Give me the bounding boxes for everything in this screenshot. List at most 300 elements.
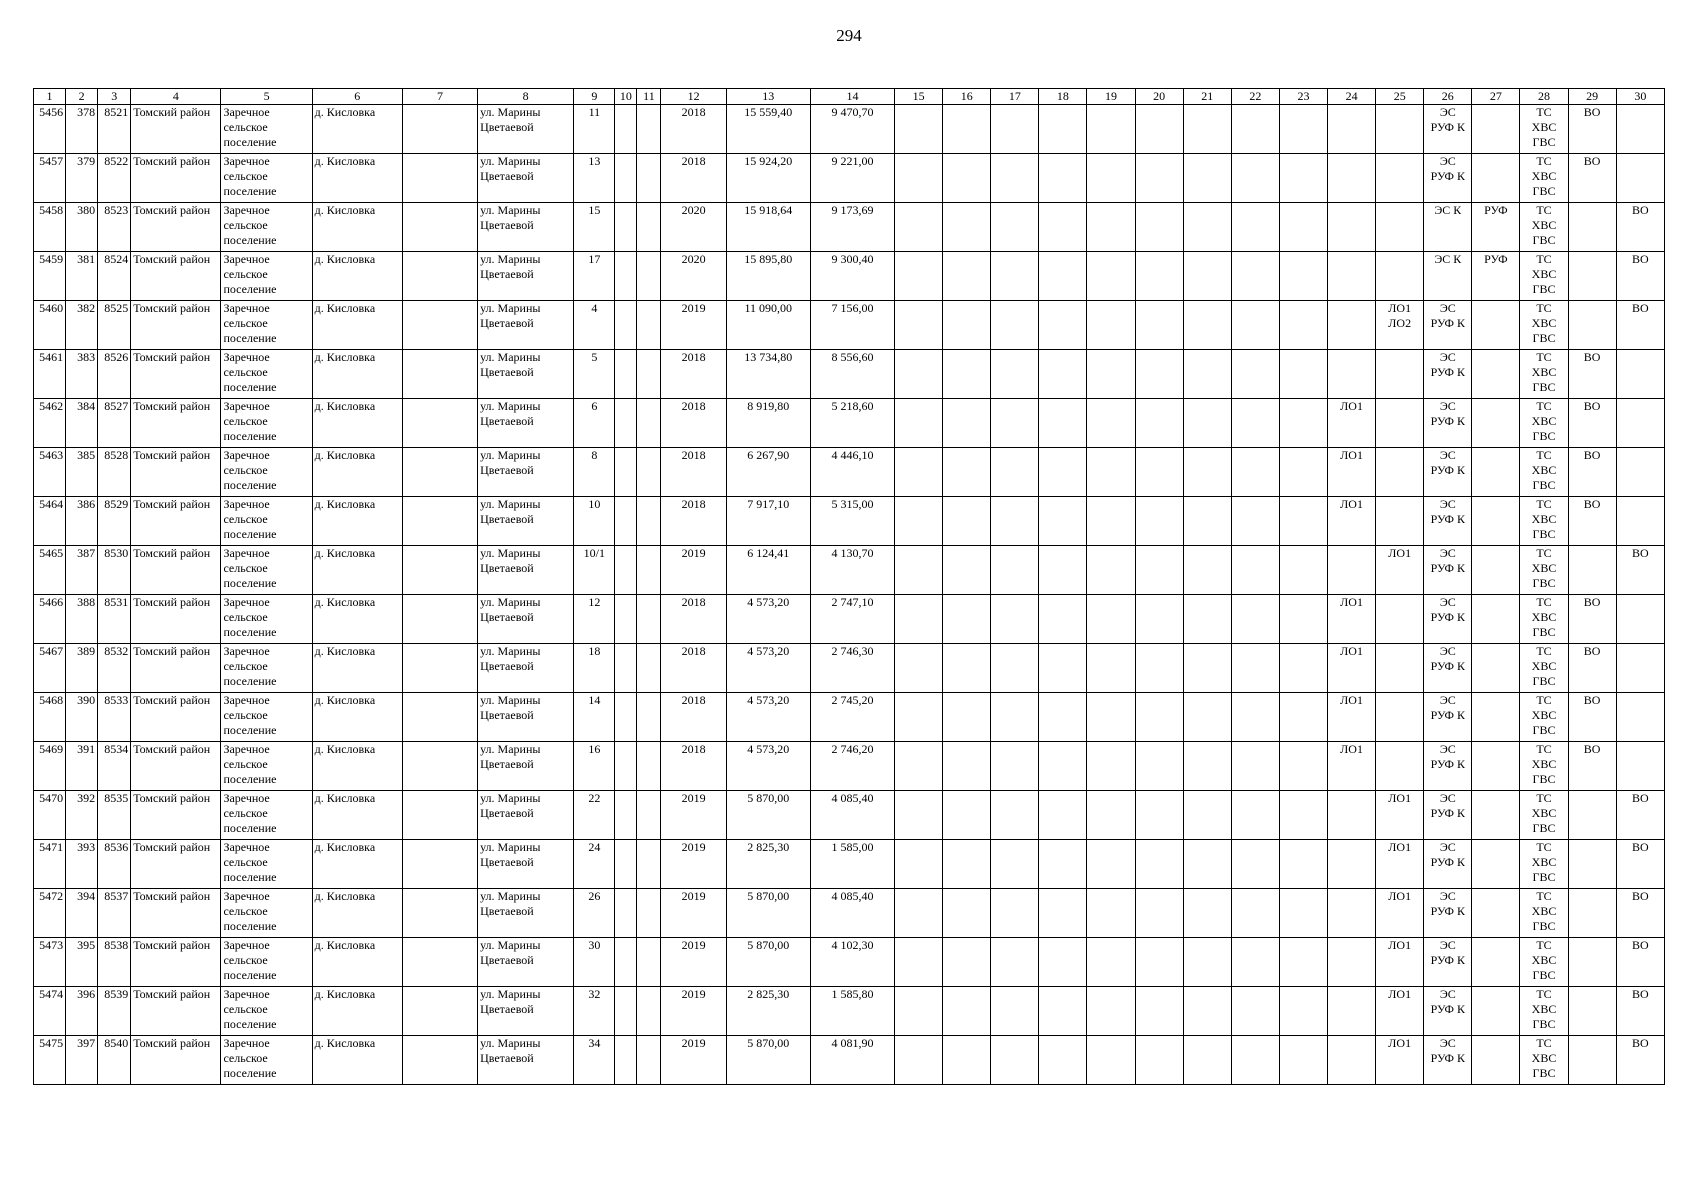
cell-col-11 [637,546,661,595]
cell-col-22 [1231,1036,1279,1085]
cell-col-15 [895,252,943,301]
cell-col-18 [1039,105,1087,154]
cell-col-19 [1087,791,1135,840]
cell-col-7 [402,595,477,644]
cell-col-5: Заречное сельское поселение [221,889,312,938]
cell-col-23 [1279,105,1327,154]
cell-col-3: 8524 [98,252,131,301]
cell-col-27 [1472,105,1520,154]
cell-col-21 [1183,546,1231,595]
cell-col-26: ЭС РУФ К [1424,154,1472,203]
cell-col-6: д. Кисловка [312,644,402,693]
cell-col-16 [943,938,991,987]
cell-col-27 [1472,546,1520,595]
cell-col-13: 15 559,40 [726,105,810,154]
table-row [34,399,1665,448]
cell-col-25 [1376,644,1424,693]
cell-col-28: ТС ХВС ГВС [1520,595,1568,644]
cell-col-21 [1183,987,1231,1036]
cell-col-3: 8534 [98,742,131,791]
cell-col-26: ЭС РУФ К [1424,938,1472,987]
cell-col-8: ул. Марины Цветаевой [478,399,574,448]
column-header: 20 [1135,89,1183,105]
column-header: 23 [1279,89,1327,105]
cell-col-8: ул. Марины Цветаевой [478,350,574,399]
cell-col-7 [402,791,477,840]
cell-col-7 [402,644,477,693]
cell-col-16 [943,154,991,203]
cell-col-3: 8523 [98,203,131,252]
cell-col-28: ТС ХВС ГВС [1520,889,1568,938]
cell-col-11 [637,693,661,742]
cell-col-26: ЭС РУФ К [1424,105,1472,154]
cell-col-21 [1183,791,1231,840]
cell-col-11 [637,105,661,154]
cell-col-18 [1039,252,1087,301]
cell-col-20 [1135,791,1183,840]
cell-col-19 [1087,644,1135,693]
cell-col-27 [1472,1036,1520,1085]
cell-col-19 [1087,301,1135,350]
cell-col-22 [1231,203,1279,252]
cell-col-5: Заречное сельское поселение [221,154,312,203]
cell-col-11 [637,448,661,497]
cell-col-12: 2019 [661,546,726,595]
table-row [34,889,1665,938]
cell-col-6: д. Кисловка [312,105,402,154]
cell-col-7 [402,252,477,301]
cell-col-15 [895,791,943,840]
column-header: 17 [991,89,1039,105]
table-row [34,301,1665,350]
cell-col-1: 5460 [34,301,66,350]
cell-col-14: 4 085,40 [810,791,894,840]
cell-col-28: ТС ХВС ГВС [1520,938,1568,987]
cell-col-5: Заречное сельское поселение [221,301,312,350]
cell-col-7 [402,840,477,889]
cell-col-24 [1328,301,1376,350]
cell-col-2: 396 [66,987,98,1036]
cell-col-17 [991,350,1039,399]
cell-col-24 [1328,546,1376,595]
cell-col-2: 393 [66,840,98,889]
cell-col-24: ЛО1 [1328,448,1376,497]
column-header: 11 [637,89,661,105]
cell-col-29: ВО [1568,595,1616,644]
cell-col-14: 4 130,70 [810,546,894,595]
cell-col-11 [637,595,661,644]
column-header: 19 [1087,89,1135,105]
cell-col-2: 394 [66,889,98,938]
cell-col-14: 2 746,30 [810,644,894,693]
cell-col-15 [895,399,943,448]
cell-col-3: 8538 [98,938,131,987]
cell-col-8: ул. Марины Цветаевой [478,105,574,154]
cell-col-13: 5 870,00 [726,938,810,987]
cell-col-7 [402,889,477,938]
cell-col-2: 381 [66,252,98,301]
cell-col-26: ЭС К [1424,203,1472,252]
cell-col-18 [1039,154,1087,203]
cell-col-25 [1376,448,1424,497]
cell-col-25 [1376,693,1424,742]
cell-col-3: 8529 [98,497,131,546]
cell-col-11 [637,889,661,938]
cell-col-27 [1472,840,1520,889]
cell-col-27: РУФ [1472,252,1520,301]
cell-col-28: ТС ХВС ГВС [1520,203,1568,252]
cell-col-18 [1039,889,1087,938]
cell-col-16 [943,987,991,1036]
cell-col-18 [1039,350,1087,399]
cell-col-26: ЭС РУФ К [1424,889,1472,938]
cell-col-12: 2018 [661,644,726,693]
cell-col-4: Томский район [131,595,221,644]
cell-col-11 [637,1036,661,1085]
cell-col-27 [1472,350,1520,399]
cell-col-7 [402,105,477,154]
cell-col-21 [1183,497,1231,546]
cell-col-12: 2020 [661,203,726,252]
cell-col-26: ЭС РУФ К [1424,301,1472,350]
column-header: 2 [66,89,98,105]
cell-col-3: 8528 [98,448,131,497]
cell-col-11 [637,644,661,693]
cell-col-23 [1279,448,1327,497]
cell-col-29: ВО [1568,105,1616,154]
cell-col-5: Заречное сельское поселение [221,399,312,448]
cell-col-30: ВО [1616,791,1664,840]
cell-col-6: д. Кисловка [312,889,402,938]
cell-col-1: 5456 [34,105,66,154]
cell-col-17 [991,448,1039,497]
cell-col-24: ЛО1 [1328,693,1376,742]
cell-col-23 [1279,203,1327,252]
cell-col-26: ЭС РУФ К [1424,987,1472,1036]
column-header: 18 [1039,89,1087,105]
cell-col-22 [1231,399,1279,448]
cell-col-24: ЛО1 [1328,497,1376,546]
column-header: 5 [221,89,312,105]
cell-col-12: 2018 [661,350,726,399]
cell-col-16 [943,595,991,644]
cell-col-15 [895,546,943,595]
cell-col-23 [1279,693,1327,742]
cell-col-29 [1568,987,1616,1036]
cell-col-29: ВО [1568,448,1616,497]
cell-col-8: ул. Марины Цветаевой [478,840,574,889]
cell-col-14: 9 470,70 [810,105,894,154]
cell-col-8: ул. Марины Цветаевой [478,644,574,693]
cell-col-4: Томский район [131,742,221,791]
cell-col-10 [615,497,637,546]
cell-col-11 [637,987,661,1036]
cell-col-16 [943,448,991,497]
cell-col-20 [1135,350,1183,399]
cell-col-23 [1279,791,1327,840]
cell-col-28: ТС ХВС ГВС [1520,987,1568,1036]
cell-col-10 [615,840,637,889]
cell-col-30 [1616,497,1664,546]
cell-col-24: ЛО1 [1328,644,1376,693]
cell-col-20 [1135,889,1183,938]
cell-col-26: ЭС РУФ К [1424,1036,1472,1085]
cell-col-10 [615,252,637,301]
cell-col-15 [895,497,943,546]
cell-col-13: 6 124,41 [726,546,810,595]
cell-col-22 [1231,889,1279,938]
cell-col-6: д. Кисловка [312,546,402,595]
cell-col-23 [1279,938,1327,987]
cell-col-27 [1472,938,1520,987]
cell-col-26: ЭС РУФ К [1424,448,1472,497]
cell-col-9: 16 [574,742,615,791]
cell-col-7 [402,448,477,497]
table-row [34,791,1665,840]
cell-col-9: 8 [574,448,615,497]
cell-col-17 [991,497,1039,546]
cell-col-14: 8 556,60 [810,350,894,399]
cell-col-27 [1472,154,1520,203]
cell-col-11 [637,938,661,987]
cell-col-14: 9 221,00 [810,154,894,203]
cell-col-30: ВО [1616,840,1664,889]
cell-col-29 [1568,1036,1616,1085]
cell-col-29: ВО [1568,399,1616,448]
cell-col-12: 2018 [661,595,726,644]
cell-col-1: 5467 [34,644,66,693]
cell-col-24 [1328,987,1376,1036]
cell-col-16 [943,399,991,448]
table-header [34,89,1665,105]
cell-col-27 [1472,693,1520,742]
cell-col-3: 8536 [98,840,131,889]
cell-col-24: ЛО1 [1328,742,1376,791]
cell-col-6: д. Кисловка [312,791,402,840]
cell-col-7 [402,938,477,987]
column-header: 7 [402,89,477,105]
cell-col-6: д. Кисловка [312,987,402,1036]
cell-col-3: 8532 [98,644,131,693]
cell-col-19 [1087,889,1135,938]
cell-col-23 [1279,987,1327,1036]
column-header: 21 [1183,89,1231,105]
cell-col-21 [1183,1036,1231,1085]
cell-col-9: 10 [574,497,615,546]
cell-col-23 [1279,742,1327,791]
cell-col-23 [1279,1036,1327,1085]
cell-col-1: 5459 [34,252,66,301]
cell-col-7 [402,987,477,1036]
cell-col-21 [1183,252,1231,301]
cell-col-19 [1087,987,1135,1036]
cell-col-1: 5469 [34,742,66,791]
cell-col-3: 8533 [98,693,131,742]
cell-col-7 [402,546,477,595]
cell-col-22 [1231,595,1279,644]
cell-col-1: 5457 [34,154,66,203]
cell-col-2: 384 [66,399,98,448]
cell-col-27 [1472,987,1520,1036]
cell-col-5: Заречное сельское поселение [221,546,312,595]
cell-col-28: ТС ХВС ГВС [1520,399,1568,448]
cell-col-10 [615,742,637,791]
cell-col-10 [615,987,637,1036]
cell-col-7 [402,399,477,448]
column-header: 14 [810,89,894,105]
cell-col-11 [637,791,661,840]
cell-col-27 [1472,595,1520,644]
cell-col-23 [1279,154,1327,203]
cell-col-22 [1231,693,1279,742]
cell-col-22 [1231,791,1279,840]
cell-col-20 [1135,1036,1183,1085]
cell-col-8: ул. Марины Цветаевой [478,154,574,203]
cell-col-8: ул. Марины Цветаевой [478,203,574,252]
cell-col-16 [943,350,991,399]
cell-col-29: ВО [1568,497,1616,546]
cell-col-29 [1568,301,1616,350]
cell-col-11 [637,399,661,448]
cell-col-14: 9 300,40 [810,252,894,301]
cell-col-8: ул. Марины Цветаевой [478,791,574,840]
cell-col-22 [1231,252,1279,301]
cell-col-29 [1568,938,1616,987]
column-header: 25 [1376,89,1424,105]
table-row [34,546,1665,595]
table-row [34,987,1665,1036]
cell-col-15 [895,693,943,742]
table-row [34,203,1665,252]
cell-col-2: 391 [66,742,98,791]
cell-col-13: 6 267,90 [726,448,810,497]
cell-col-24 [1328,154,1376,203]
cell-col-14: 2 746,20 [810,742,894,791]
cell-col-16 [943,1036,991,1085]
cell-col-20 [1135,644,1183,693]
cell-col-9: 10/1 [574,546,615,595]
cell-col-22 [1231,938,1279,987]
cell-col-27 [1472,644,1520,693]
cell-col-15 [895,448,943,497]
cell-col-29: ВО [1568,154,1616,203]
cell-col-27 [1472,889,1520,938]
cell-col-19 [1087,546,1135,595]
cell-col-30: ВО [1616,889,1664,938]
cell-col-3: 8530 [98,546,131,595]
cell-col-20 [1135,840,1183,889]
cell-col-6: д. Кисловка [312,693,402,742]
cell-col-28: ТС ХВС ГВС [1520,840,1568,889]
cell-col-17 [991,791,1039,840]
cell-col-23 [1279,301,1327,350]
column-header: 15 [895,89,943,105]
cell-col-1: 5458 [34,203,66,252]
cell-col-21 [1183,105,1231,154]
cell-col-10 [615,938,637,987]
cell-col-2: 392 [66,791,98,840]
cell-col-6: д. Кисловка [312,252,402,301]
cell-col-19 [1087,497,1135,546]
registry-table [33,88,1665,1085]
cell-col-28: ТС ХВС ГВС [1520,350,1568,399]
cell-col-12: 2019 [661,889,726,938]
cell-col-2: 379 [66,154,98,203]
cell-col-18 [1039,301,1087,350]
cell-col-6: д. Кисловка [312,350,402,399]
cell-col-30 [1616,154,1664,203]
cell-col-25 [1376,399,1424,448]
cell-col-29: ВО [1568,644,1616,693]
cell-col-28: ТС ХВС ГВС [1520,105,1568,154]
cell-col-19 [1087,742,1135,791]
cell-col-3: 8525 [98,301,131,350]
cell-col-22 [1231,840,1279,889]
cell-col-16 [943,252,991,301]
cell-col-12: 2019 [661,791,726,840]
cell-col-23 [1279,546,1327,595]
table-row [34,742,1665,791]
cell-col-21 [1183,742,1231,791]
cell-col-10 [615,350,637,399]
cell-col-10 [615,105,637,154]
cell-col-12: 2018 [661,693,726,742]
cell-col-14: 4 081,90 [810,1036,894,1085]
cell-col-22 [1231,546,1279,595]
cell-col-26: ЭС РУФ К [1424,546,1472,595]
cell-col-28: ТС ХВС ГВС [1520,252,1568,301]
cell-col-13: 5 870,00 [726,889,810,938]
cell-col-11 [637,350,661,399]
column-header: 9 [574,89,615,105]
cell-col-28: ТС ХВС ГВС [1520,1036,1568,1085]
cell-col-23 [1279,399,1327,448]
cell-col-9: 12 [574,595,615,644]
cell-col-11 [637,252,661,301]
cell-col-26: ЭС РУФ К [1424,399,1472,448]
table-row [34,644,1665,693]
cell-col-29 [1568,252,1616,301]
cell-col-29 [1568,546,1616,595]
cell-col-14: 5 218,60 [810,399,894,448]
cell-col-8: ул. Марины Цветаевой [478,1036,574,1085]
cell-col-18 [1039,791,1087,840]
cell-col-30: ВО [1616,301,1664,350]
cell-col-27 [1472,399,1520,448]
cell-col-30: ВО [1616,203,1664,252]
cell-col-13: 2 825,30 [726,840,810,889]
cell-col-16 [943,644,991,693]
cell-col-3: 8522 [98,154,131,203]
cell-col-5: Заречное сельское поселение [221,938,312,987]
cell-col-4: Томский район [131,840,221,889]
cell-col-24 [1328,889,1376,938]
cell-col-15 [895,889,943,938]
cell-col-25: ЛО1 [1376,840,1424,889]
cell-col-25 [1376,497,1424,546]
cell-col-2: 387 [66,546,98,595]
cell-col-26: ЭС РУФ К [1424,595,1472,644]
cell-col-12: 2020 [661,252,726,301]
cell-col-5: Заречное сельское поселение [221,1036,312,1085]
cell-col-9: 14 [574,693,615,742]
cell-col-21 [1183,154,1231,203]
cell-col-29: ВО [1568,350,1616,399]
cell-col-9: 22 [574,791,615,840]
cell-col-20 [1135,595,1183,644]
cell-col-15 [895,203,943,252]
cell-col-12: 2019 [661,1036,726,1085]
